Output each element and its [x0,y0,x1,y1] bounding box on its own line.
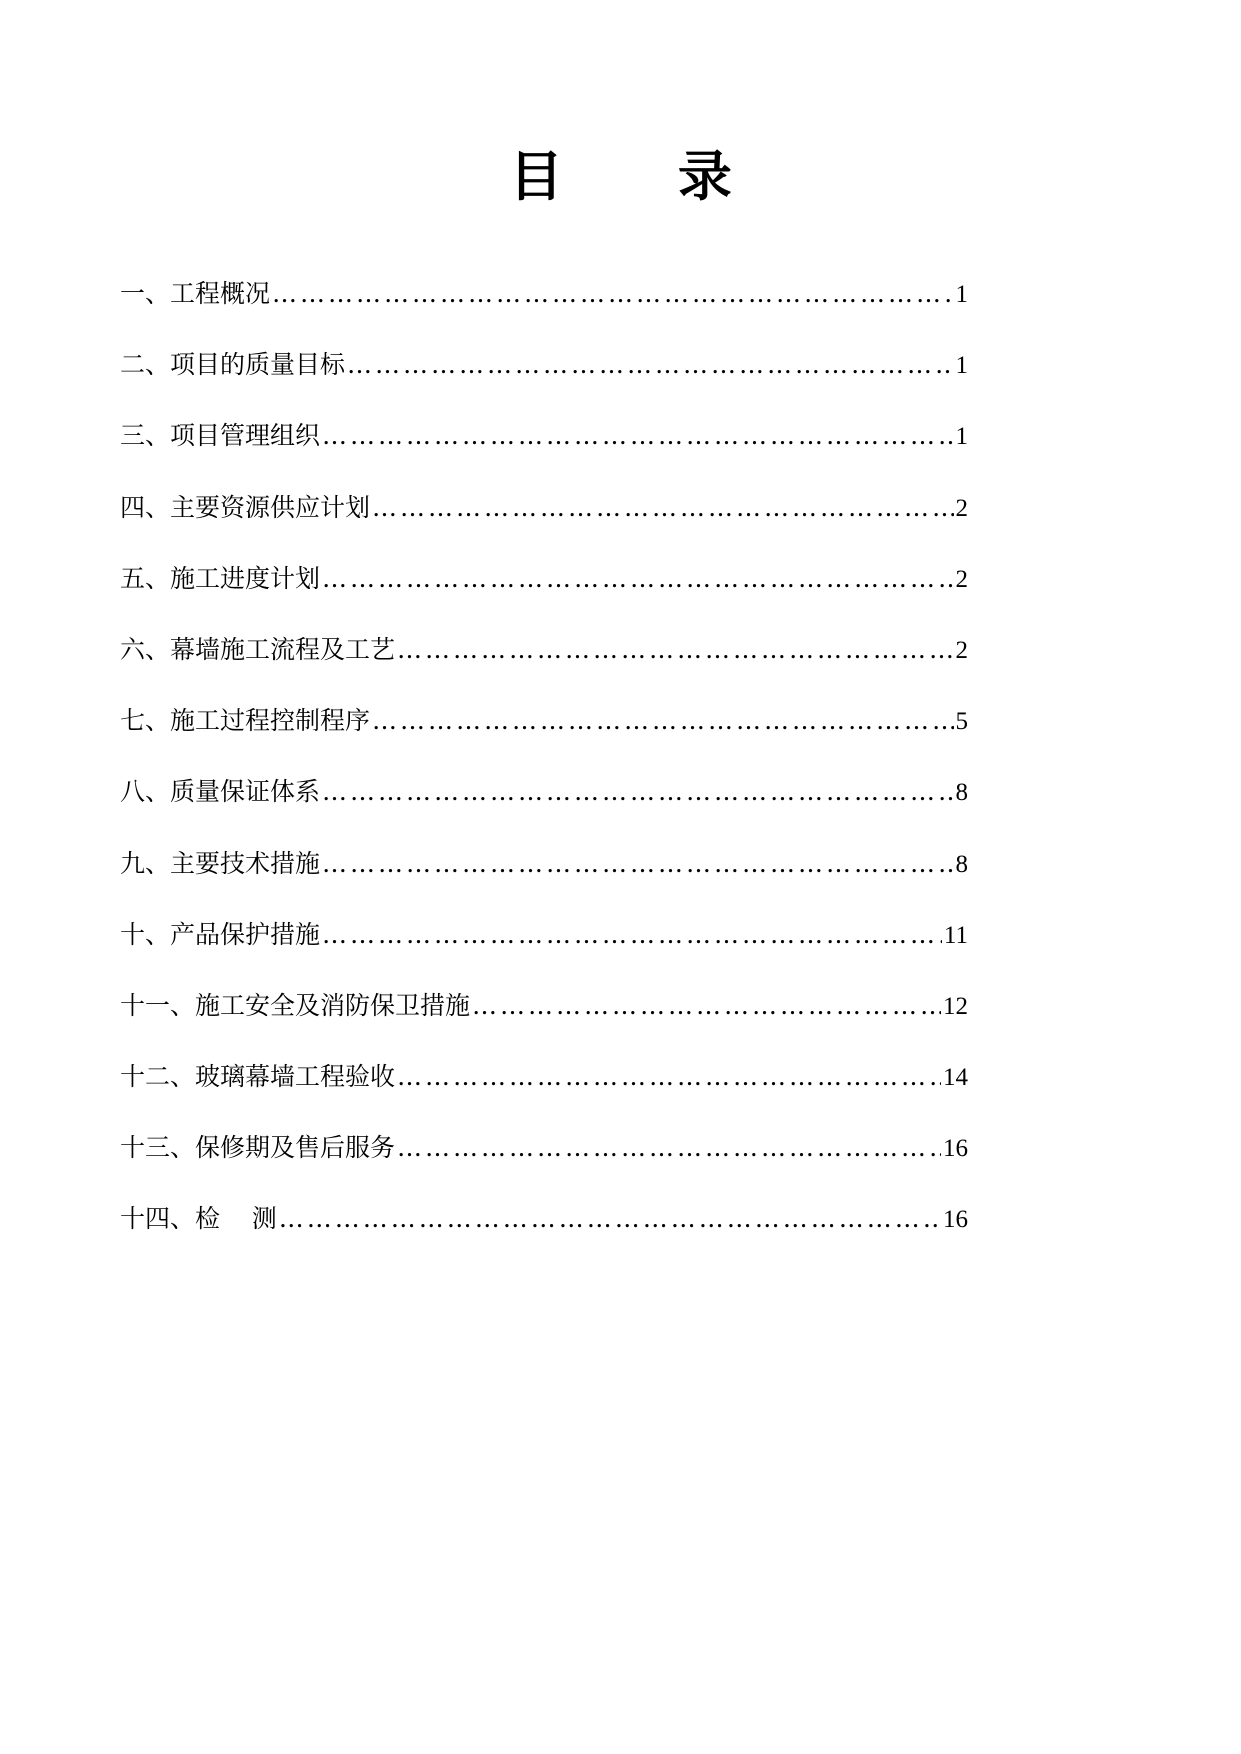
toc-entry-label: 六、幕墙施工流程及工艺 [120,634,396,664]
toc-entry[interactable] [120,1130,968,1201]
toc-entry[interactable] [120,418,968,489]
toc-entry-label: 五、施工进度计划 [120,563,321,593]
page-title: 目 录 [509,144,780,208]
toc-dot-leader [322,917,942,953]
toc-entry[interactable] [120,561,968,632]
toc-entry-page-number: 8 [955,850,968,878]
toc-entry-page-number: 14 [943,1064,968,1092]
toc-entry-page-number: 2 [955,494,968,522]
toc-entry-page-number: 5 [955,708,968,736]
toc-entry[interactable] [120,490,968,561]
table-of-contents [120,276,968,1273]
toc-entry-label: 十一、施工安全及消防保卫措施 [120,990,471,1020]
toc-dot-leader [322,418,953,454]
toc-entry-page-number: 12 [943,992,968,1020]
toc-entry-page-number: 2 [955,636,968,664]
toc-entry-label: 十四、检 测 [120,1204,277,1234]
toc-dot-leader [397,1059,941,1095]
toc-entry[interactable] [120,846,968,917]
toc-entry-page-number: 11 [943,921,968,949]
toc-dot-leader [397,1130,941,1166]
toc-entry-page-number: 1 [955,423,968,451]
toc-entry[interactable] [120,276,968,347]
toc-dot-leader [322,774,953,810]
toc-entry[interactable] [120,988,968,1059]
toc-dot-leader [322,561,953,597]
toc-entry-label: 二、项目的质量目标 [120,350,346,380]
toc-dot-leader [472,988,941,1024]
toc-entry[interactable] [120,632,968,703]
toc-entry-label: 七、施工过程控制程序 [120,706,371,736]
toc-entry[interactable] [120,347,968,418]
toc-entry-label: 一、工程概况 [120,279,271,308]
toc-dot-leader [372,703,953,739]
toc-dot-leader [372,490,953,526]
toc-dot-leader [322,846,953,882]
toc-entry-label: 十二、玻璃幕墙工程验收 [120,1062,396,1092]
toc-entry-label: 九、主要技术措施 [120,848,321,878]
toc-entry-page-number: 2 [955,565,968,593]
toc-entry[interactable] [120,1059,968,1130]
toc-entry[interactable] [120,917,968,988]
toc-entry-page-number: 8 [955,779,968,807]
toc-entry-label: 三、项目管理组织 [120,421,321,451]
toc-dot-leader [347,347,953,383]
toc-entry[interactable] [120,703,968,774]
toc-dot-leader [279,1201,941,1237]
toc-dot-leader [272,276,953,312]
toc-entry-page-number: 16 [943,1206,968,1234]
toc-entry-label: 十、产品保护措施 [120,919,321,949]
toc-entry-label: 八、质量保证体系 [120,777,321,807]
toc-entry-label: 四、主要资源供应计划 [120,492,371,522]
toc-entry[interactable] [120,774,968,845]
toc-entry-page-number: 1 [955,352,968,380]
toc-entry-page-number: 1 [955,281,968,308]
toc-entry-page-number: 16 [943,1135,968,1163]
toc-entry-label: 十三、保修期及售后服务 [120,1133,396,1163]
toc-entry[interactable] [120,1201,968,1272]
toc-dot-leader [397,632,953,668]
